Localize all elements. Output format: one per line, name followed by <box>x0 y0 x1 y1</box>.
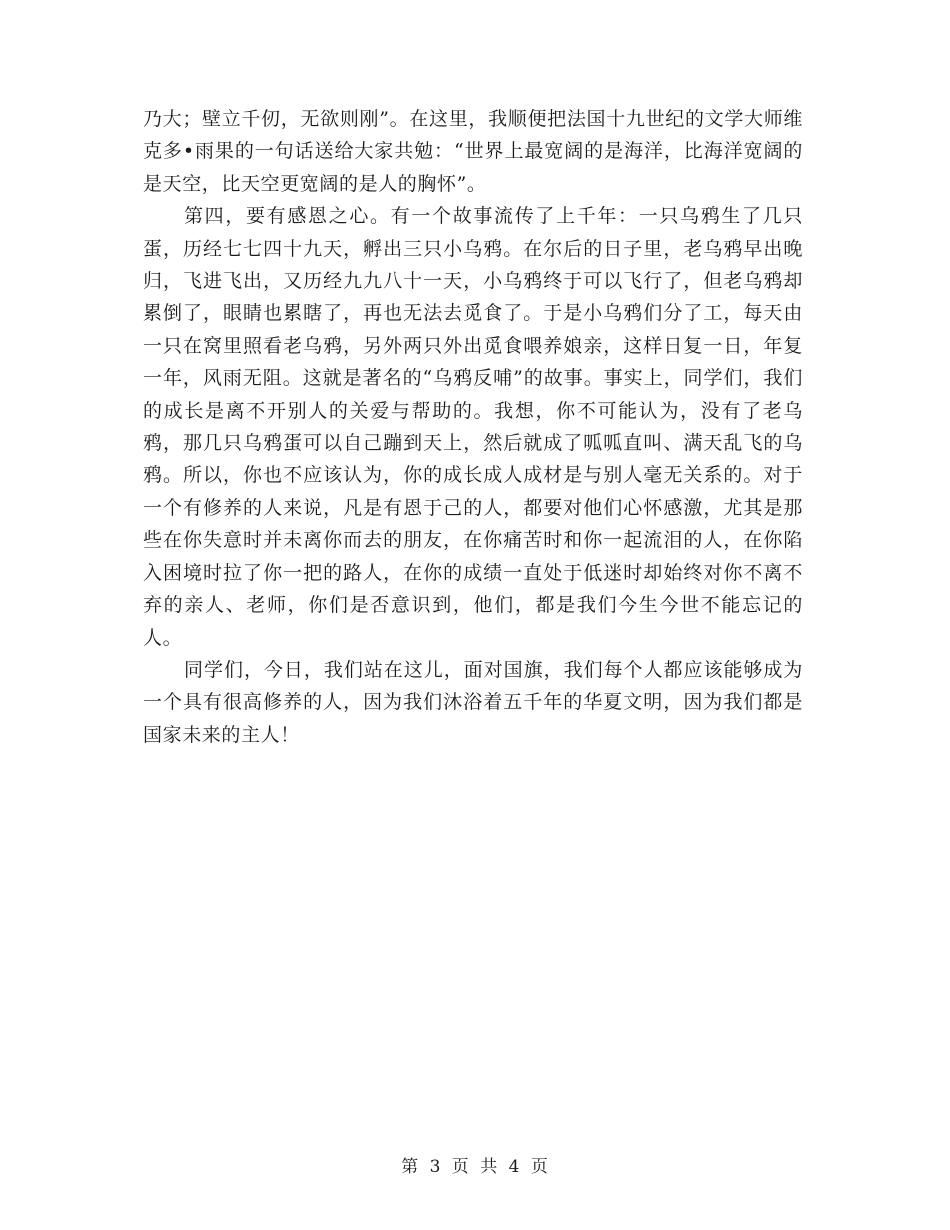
page-number-footer: 第 3 页 共 4 页 <box>401 1157 549 1177</box>
paragraph-continuation: 乃大；壁立千仞，无欲则刚”。在这里，我顺便把法国十九世纪的文学大师维克多•雨果的一句话送给大家共勉：“世界上最宽阔的是海洋，比海洋宽阔的是天空，比天空更宽阔的是人的胸怀”。 <box>143 108 803 195</box>
paragraph-conclusion: 同学们，今日，我们站在这儿，面对国旗，我们每个人都应该能够成为一个具有很高修养的人，因为我们沐浴着五千年的华夏文明，因为我们都是国家未来的主人！ <box>143 658 803 746</box>
document-body <box>143 103 803 751</box>
paragraph-gratitude: 第四，要有感恩之心。有一个故事流传了上千年：一只乌鸦生了几只蛋，历经七七四十九天，孵出三只小乌鸦。在尔后的日子里，老乌鸦早出晚归，飞进飞出，又历经九九八十一天，小乌鸦终于可以飞行了，但老乌鸦却累倒了，眼睛也累瞎了，再也无法去觅食了。于是小乌鸦们分了工，每天由一只在窝里照看老乌鸦，另外两只外出觅食喂养娘亲，这样日复一日，年复一年，风雨无阻。这就是著名的“乌鸦反哺”的故事。事实上，同学们，我们的成长是离不开别人的关爱与帮助的。我想，你不可能认为，没有了老乌鸦，那几只乌鸦蛋可以自己蹦到天上，然后就成了呱呱直叫、满天乱飞的乌鸦。所以，你也不应该认为，你的成长成人成材是与别人毫无关系的。对于一个有修养的人来说，凡是有恩于己的人，都要对他们心怀感激，尤其是那些在你失意时并未离你而去的朋友，在你痛苦时和你一起流泪的人，在你陷入困境时拉了你一把的路人，在你的成绩一直处于低迷时却始终对你不离不弃的亲人、老师，你们是否意识到，他们，都是我们今生今世不能忘记的人。 <box>143 205 803 649</box>
